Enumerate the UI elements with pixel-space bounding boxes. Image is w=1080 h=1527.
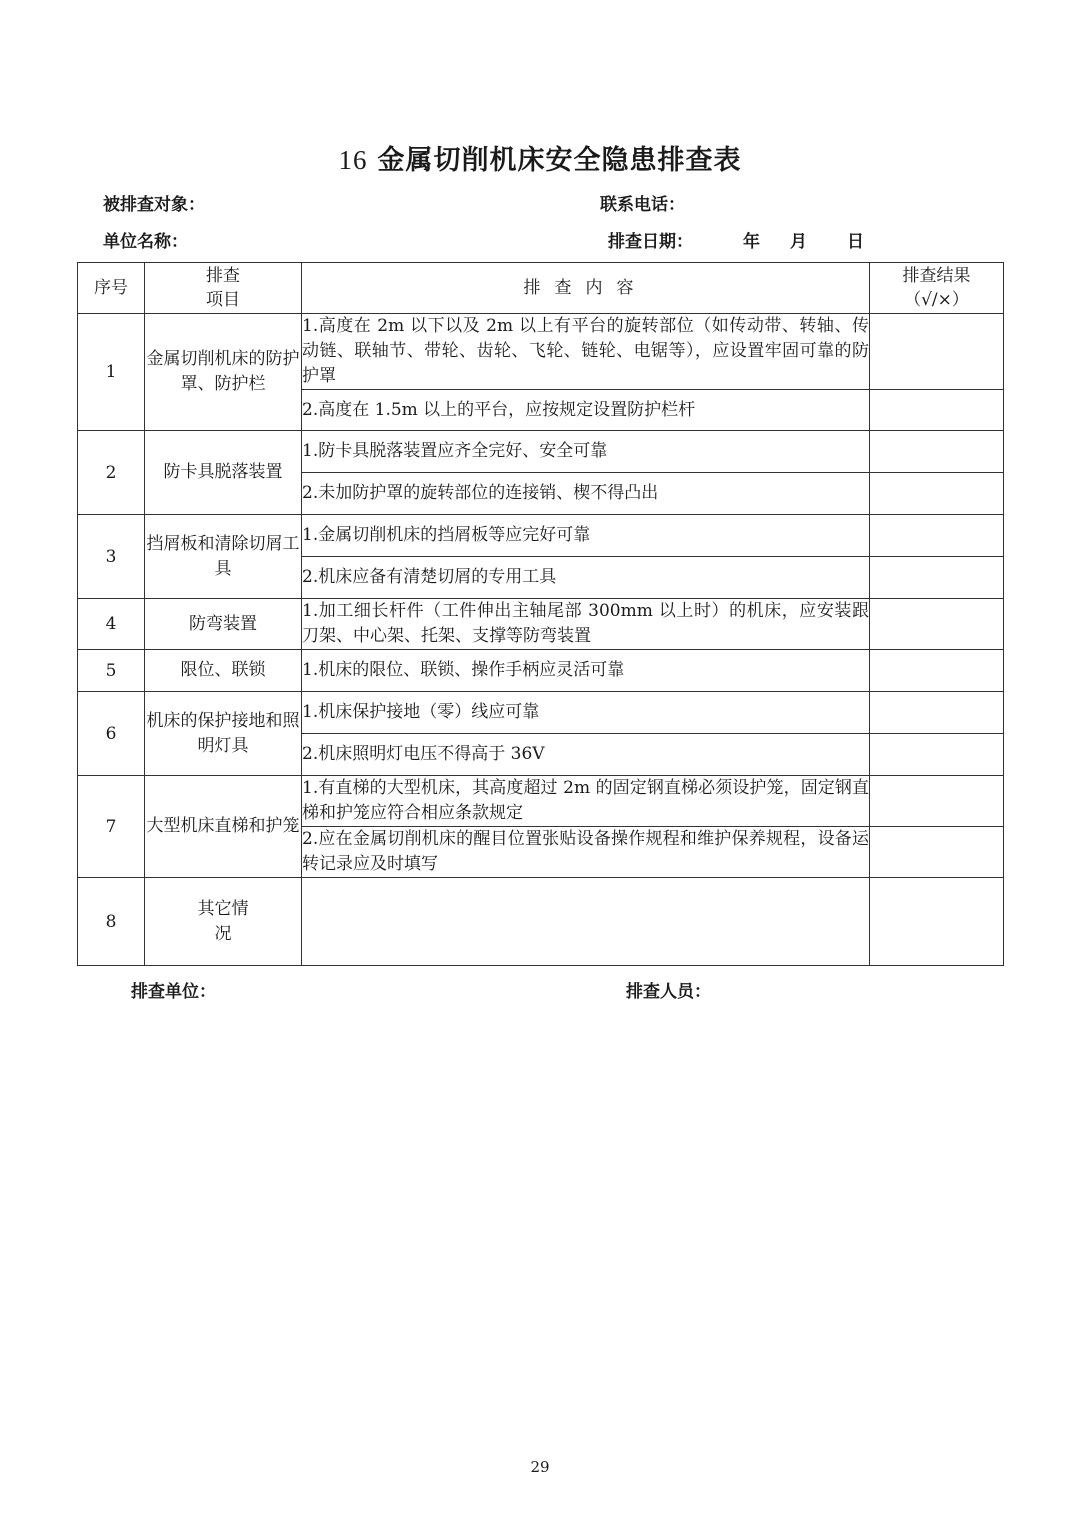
row-item: 大型机床直梯和护笼	[145, 776, 302, 878]
row-content: 2.机床照明灯电压不得高于 36V	[302, 734, 870, 776]
month-label: 月	[790, 232, 807, 252]
row-content: 2.应在金属切削机床的醒目位置张贴设备操作规程和维护保养规程，设备运转记录应及时填写	[302, 827, 870, 878]
table-row	[78, 599, 1004, 650]
row-content: 2.未加防护罩的旋转部位的连接销、楔不得凸出	[302, 473, 870, 515]
result-cell[interactable]	[870, 692, 1004, 734]
row-no: 7	[78, 776, 145, 878]
header-item-line1: 排查	[206, 266, 240, 286]
row-content: 1.防卡具脱落装置应齐全完好、安全可靠	[302, 431, 870, 473]
day-label: 日	[847, 232, 864, 252]
header-item-line2: 项目	[206, 290, 240, 310]
header-result-line2: （√/×）	[904, 290, 969, 310]
phone-label: 联系电话：	[600, 195, 685, 215]
result-cell[interactable]	[870, 314, 1004, 390]
year-label: 年	[743, 232, 760, 252]
row-item: 防卡具脱落装置	[145, 431, 302, 515]
row-no: 6	[78, 692, 145, 776]
row-no: 4	[78, 599, 145, 650]
row-no: 3	[78, 515, 145, 599]
row-item: 挡屑板和清除切屑工具	[145, 515, 302, 599]
row-no: 5	[78, 650, 145, 692]
footer-person-label: 排查人员：	[626, 982, 711, 1002]
row-content: 1.加工细长杆件（工件伸出主轴尾部 300mm 以上时）的机床，应安装跟刀架、中心架、托架、支撑等防弯装置	[302, 599, 870, 650]
result-cell[interactable]	[870, 431, 1004, 473]
header-result	[870, 263, 1004, 314]
row-content: 2.高度在 1.5m 以上的平台，应按规定设置防护栏杆	[302, 390, 870, 431]
table-row	[78, 878, 1004, 966]
row-no: 1	[78, 314, 145, 431]
row-content: 2.机床应备有清楚切屑的专用工具	[302, 557, 870, 599]
row-item: 金属切削机床的防护罩、防护栏	[145, 314, 302, 431]
header-no: 序号	[78, 263, 145, 314]
unit-label: 单位名称：	[103, 232, 188, 252]
table-row	[78, 692, 1004, 734]
table-row	[78, 776, 1004, 827]
row-item: 其它情况	[145, 878, 302, 966]
table-row	[78, 431, 1004, 473]
title-text: 金属切削机床安全隐患排查表	[377, 145, 742, 176]
header-content: 排查内容	[302, 263, 870, 314]
row-content: 1.机床保护接地（零）线应可靠	[302, 692, 870, 734]
row-no: 8	[78, 878, 145, 966]
result-cell[interactable]	[870, 776, 1004, 827]
row-item: 防弯装置	[145, 599, 302, 650]
row-content[interactable]	[302, 878, 870, 966]
result-cell[interactable]	[870, 557, 1004, 599]
result-cell[interactable]	[870, 390, 1004, 431]
result-cell[interactable]	[870, 599, 1004, 650]
result-cell[interactable]	[870, 650, 1004, 692]
page-title	[0, 138, 1080, 177]
inspection-table	[77, 262, 1004, 966]
title-number: 16	[338, 145, 368, 175]
row-content: 1.高度在 2m 以下以及 2m 以上有平台的旋转部位（如传动带、转轴、传动链、联轴节、带轮、齿轮、飞轮、链轮、电锯等），应设置牢固可靠的防护罩	[302, 314, 870, 390]
result-cell[interactable]	[870, 734, 1004, 776]
header-item	[145, 263, 302, 314]
table-header-row	[78, 263, 1004, 314]
result-cell[interactable]	[870, 827, 1004, 878]
target-label: 被排查对象：	[103, 195, 205, 215]
result-cell[interactable]	[870, 473, 1004, 515]
result-cell[interactable]	[870, 878, 1004, 966]
footer-unit-label: 排查单位：	[131, 982, 216, 1002]
header-result-line1: 排查结果	[902, 266, 971, 286]
page-number: 29	[530, 1458, 550, 1476]
row-content: 1.金属切削机床的挡屑板等应完好可靠	[302, 515, 870, 557]
row-content: 1.机床的限位、联锁、操作手柄应灵活可靠	[302, 650, 870, 692]
row-no: 2	[78, 431, 145, 515]
table-row	[78, 515, 1004, 557]
row-content: 1.有直梯的大型机床，其高度超过 2m 的固定钢直梯必须设护笼，固定钢直梯和护笼应符合相应条款规定	[302, 776, 870, 827]
date-label: 排查日期：	[608, 232, 693, 252]
table-row	[78, 650, 1004, 692]
result-cell[interactable]	[870, 515, 1004, 557]
row-item: 机床的保护接地和照明灯具	[145, 692, 302, 776]
table-row	[78, 314, 1004, 390]
row-item: 限位、联锁	[145, 650, 302, 692]
